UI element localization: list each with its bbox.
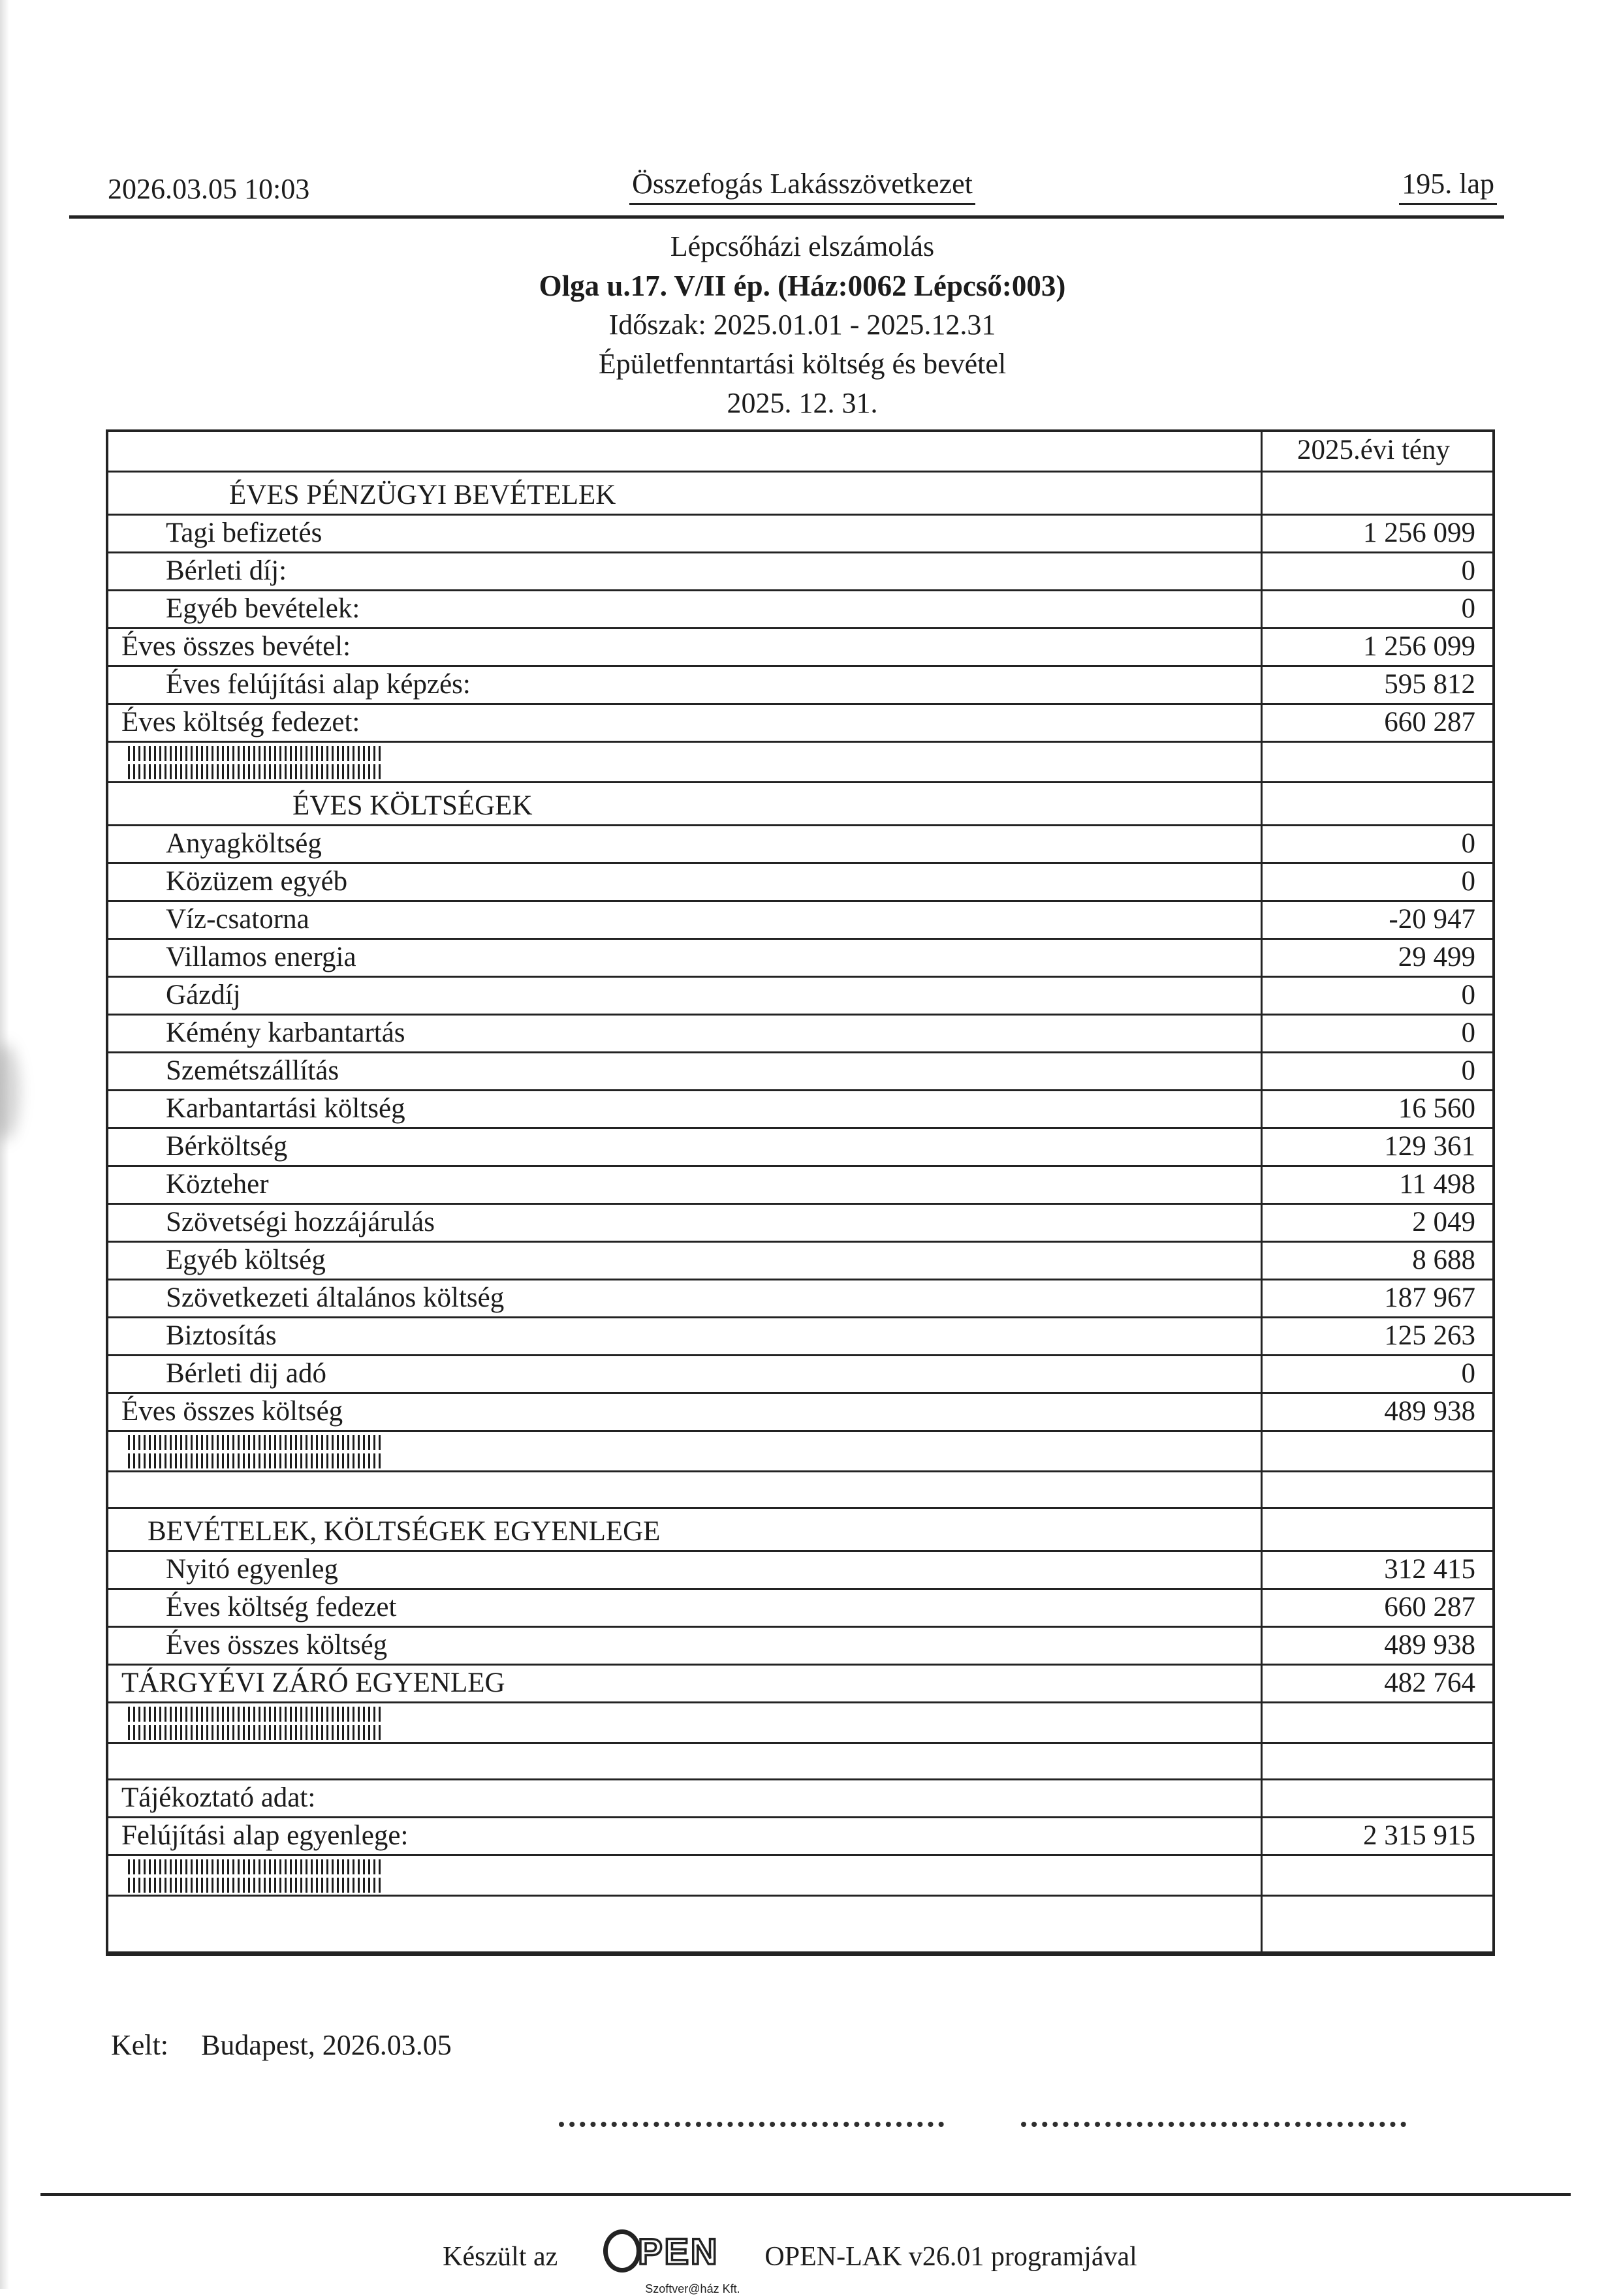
row-label: Éves költség fedezet bbox=[166, 1591, 397, 1622]
row-label-cell bbox=[108, 1897, 1263, 1951]
row-label: Éves összes költség bbox=[166, 1629, 388, 1660]
row-value: 0 bbox=[1461, 979, 1475, 1010]
row-value-cell bbox=[1263, 553, 1492, 589]
program-name: OPEN-LAK v26.01 programjával bbox=[764, 2242, 1137, 2272]
print-timestamp: 2026.03.05 10:03 bbox=[108, 173, 310, 205]
row-value: 0 bbox=[1461, 1357, 1475, 1389]
row-value-cell bbox=[1263, 1243, 1492, 1279]
row-value-cell bbox=[1263, 1432, 1492, 1470]
kelt-label: Kelt: bbox=[111, 2029, 168, 2061]
row-value: 187 967 bbox=[1384, 1282, 1475, 1313]
row-label: Egyéb bevételek: bbox=[166, 593, 360, 624]
row-label-cell bbox=[108, 1318, 1263, 1354]
row-label-cell bbox=[108, 1590, 1263, 1626]
row-label-cell bbox=[108, 667, 1263, 703]
row-value-cell bbox=[1263, 1856, 1492, 1895]
row-label-cell bbox=[108, 1744, 1263, 1778]
barcode bbox=[128, 746, 384, 779]
barcode-stripe bbox=[128, 1707, 384, 1722]
row-label: Éves összes bevétel: bbox=[121, 630, 351, 662]
row-label-cell bbox=[108, 826, 1263, 862]
table-row bbox=[108, 1318, 1492, 1356]
row-label: Éves költség fedezet: bbox=[121, 706, 360, 737]
row-value-cell bbox=[1263, 705, 1492, 741]
row-value-cell bbox=[1263, 1666, 1492, 1701]
row-value-cell bbox=[1263, 1016, 1492, 1051]
table-row bbox=[108, 1129, 1492, 1167]
row-value-cell bbox=[1263, 783, 1492, 824]
row-value: 0 bbox=[1461, 1055, 1475, 1086]
row-label-cell bbox=[108, 1167, 1263, 1203]
table-row bbox=[108, 553, 1492, 591]
barcode-stripe bbox=[128, 746, 384, 761]
row-label: Szemétszállítás bbox=[166, 1055, 339, 1086]
table-row bbox=[108, 1053, 1492, 1091]
row-value-cell bbox=[1263, 473, 1492, 514]
table-row bbox=[108, 516, 1492, 553]
row-label: ÉVES PÉNZÜGYI BEVÉTELEK bbox=[229, 479, 616, 510]
row-value: 1 256 099 bbox=[1363, 517, 1475, 548]
table-row bbox=[108, 1703, 1492, 1744]
table-row bbox=[108, 1856, 1492, 1897]
row-value-cell bbox=[1263, 1091, 1492, 1127]
row-value: 0 bbox=[1461, 865, 1475, 897]
table-row bbox=[108, 978, 1492, 1016]
row-label-cell bbox=[108, 1205, 1263, 1241]
table-row bbox=[108, 1243, 1492, 1280]
row-label-cell bbox=[108, 1016, 1263, 1051]
row-value-cell bbox=[1263, 591, 1492, 627]
row-value-cell bbox=[1263, 1590, 1492, 1626]
report-title: Lépcsőházi elszámolás bbox=[670, 230, 935, 262]
row-value-cell bbox=[1263, 1703, 1492, 1742]
row-label-cell bbox=[108, 902, 1263, 938]
barcode-stripe bbox=[128, 1859, 384, 1874]
row-label-cell bbox=[108, 1856, 1263, 1895]
row-label-cell bbox=[108, 1703, 1263, 1742]
row-value-cell bbox=[1263, 940, 1492, 976]
row-value-cell bbox=[1263, 1356, 1492, 1392]
row-value-cell bbox=[1263, 1628, 1492, 1664]
row-value: -20 947 bbox=[1389, 903, 1475, 935]
table-row bbox=[108, 1509, 1492, 1552]
row-label-cell bbox=[108, 1091, 1263, 1127]
row-label: Karbantartási költség bbox=[166, 1093, 405, 1124]
made-with-label: Készült az bbox=[443, 2242, 558, 2272]
row-label-cell bbox=[108, 864, 1263, 900]
row-value: 125 263 bbox=[1384, 1320, 1475, 1351]
barcode bbox=[128, 1859, 384, 1893]
row-label: Nyitó egyenleg bbox=[166, 1553, 338, 1585]
table-row bbox=[108, 864, 1492, 902]
table-row bbox=[108, 826, 1492, 864]
row-label-cell bbox=[108, 591, 1263, 627]
row-label: Egyéb költség bbox=[166, 1244, 326, 1275]
row-value-cell bbox=[1263, 1394, 1492, 1430]
row-value: 1 256 099 bbox=[1363, 630, 1475, 662]
row-value: 482 764 bbox=[1384, 1667, 1475, 1698]
header-rule bbox=[69, 215, 1504, 219]
table-row bbox=[108, 629, 1492, 667]
row-label-cell bbox=[108, 1552, 1263, 1588]
row-label: BEVÉTELEK, KÖLTSÉGEK EGYENLEGE bbox=[148, 1515, 661, 1547]
table-row bbox=[108, 1016, 1492, 1053]
barcode-stripe bbox=[128, 1435, 384, 1450]
table-row bbox=[108, 432, 1492, 473]
building-address: Olga u.17. V/II ép. (Ház:0062 Lépcső:003) bbox=[539, 270, 1066, 302]
dated-at-line bbox=[111, 2028, 452, 2062]
row-value: 16 560 bbox=[1398, 1093, 1475, 1124]
row-value: 0 bbox=[1461, 555, 1475, 586]
row-value: 129 361 bbox=[1384, 1130, 1475, 1162]
table-row bbox=[108, 1091, 1492, 1129]
table-row bbox=[108, 1205, 1492, 1243]
row-value-cell bbox=[1263, 1205, 1492, 1241]
row-label: Közteher bbox=[166, 1168, 269, 1200]
row-label: Szövetségi hozzájárulás bbox=[166, 1206, 435, 1237]
row-value: 489 938 bbox=[1384, 1629, 1475, 1660]
row-label: Gázdíj bbox=[166, 979, 241, 1010]
scan-smudge-artifact bbox=[0, 1043, 20, 1141]
row-label-cell bbox=[108, 783, 1263, 824]
table-row bbox=[108, 1628, 1492, 1666]
row-label-cell bbox=[108, 978, 1263, 1014]
logo-o-icon bbox=[603, 2229, 641, 2273]
footer-rule bbox=[40, 2193, 1571, 2196]
row-value: 2 049 bbox=[1412, 1206, 1475, 1237]
barcode bbox=[128, 1435, 384, 1468]
barcode-stripe bbox=[128, 1878, 384, 1893]
row-label: Biztosítás bbox=[166, 1320, 277, 1351]
open-logo bbox=[603, 2218, 740, 2296]
row-label: ÉVES KÖLTSÉGEK bbox=[292, 790, 533, 821]
table-row bbox=[108, 783, 1492, 826]
table-row bbox=[108, 1666, 1492, 1703]
row-value: 2025.évi tény bbox=[1297, 434, 1451, 465]
row-value-cell bbox=[1263, 432, 1492, 471]
row-value-cell bbox=[1263, 1129, 1492, 1165]
row-label-cell bbox=[108, 1780, 1263, 1816]
report-date: 2025. 12. 31. bbox=[727, 387, 878, 419]
row-label: Kémény karbantartás bbox=[166, 1017, 405, 1048]
row-label-cell bbox=[108, 1628, 1263, 1664]
row-value-cell bbox=[1263, 667, 1492, 703]
row-label-cell bbox=[108, 940, 1263, 976]
row-value-cell bbox=[1263, 864, 1492, 900]
table-row bbox=[108, 1818, 1492, 1856]
row-value: 660 287 bbox=[1384, 706, 1475, 737]
row-value: 660 287 bbox=[1384, 1591, 1475, 1622]
row-label-cell bbox=[108, 553, 1263, 589]
row-label: Anyagköltség bbox=[166, 828, 322, 859]
row-label: Szövetkezeti általános költség bbox=[166, 1282, 505, 1313]
table-row bbox=[108, 1590, 1492, 1628]
barcode-stripe bbox=[128, 1725, 384, 1740]
row-label-cell bbox=[108, 705, 1263, 741]
row-label: Éves felújítási alap képzés: bbox=[166, 668, 471, 700]
row-value-cell bbox=[1263, 1053, 1492, 1089]
row-label-cell bbox=[108, 1432, 1263, 1470]
row-label-cell bbox=[108, 432, 1263, 471]
report-period: Időszak: 2025.01.01 - 2025.12.31 bbox=[608, 309, 996, 341]
barcode-stripe bbox=[128, 764, 384, 779]
table-row bbox=[108, 902, 1492, 940]
row-value: 11 498 bbox=[1399, 1168, 1475, 1200]
row-value-cell bbox=[1263, 978, 1492, 1014]
table-row bbox=[108, 1744, 1492, 1780]
table-row bbox=[108, 1472, 1492, 1509]
row-label: Éves összes költség bbox=[121, 1395, 343, 1427]
row-label-cell bbox=[108, 473, 1263, 514]
row-label-cell bbox=[108, 1818, 1263, 1854]
table-row bbox=[108, 1780, 1492, 1818]
row-value: 489 938 bbox=[1384, 1395, 1475, 1427]
kelt-value: Budapest, 2026.03.05 bbox=[200, 2029, 452, 2061]
table-row bbox=[108, 705, 1492, 743]
row-label: Bérleti dij adó bbox=[166, 1357, 326, 1389]
table-row bbox=[108, 743, 1492, 783]
table-row bbox=[108, 1280, 1492, 1318]
row-label-cell bbox=[108, 1394, 1263, 1430]
signature-line bbox=[559, 2097, 944, 2127]
row-label-cell bbox=[108, 1243, 1263, 1279]
row-label: TÁRGYÉVI ZÁRÓ EGYENLEG bbox=[121, 1667, 505, 1698]
page-header bbox=[108, 168, 1497, 205]
row-label-cell bbox=[108, 629, 1263, 665]
row-value-cell bbox=[1263, 902, 1492, 938]
table-row bbox=[108, 1552, 1492, 1590]
row-value-cell bbox=[1263, 1472, 1492, 1507]
row-value: 0 bbox=[1461, 593, 1475, 624]
signature-line bbox=[1021, 2097, 1406, 2127]
table-row bbox=[108, 1356, 1492, 1394]
logo-subtitle: Szoftver@ház Kft. bbox=[645, 2282, 740, 2295]
row-label: Villamos energia bbox=[166, 941, 356, 972]
row-value: 0 bbox=[1461, 828, 1475, 859]
table-row bbox=[108, 1167, 1492, 1205]
page-number: 195. lap bbox=[1399, 168, 1497, 205]
row-label: Bérleti díj: bbox=[166, 555, 287, 586]
table-row bbox=[108, 1897, 1492, 1951]
row-value: 595 812 bbox=[1384, 668, 1475, 700]
table-row bbox=[108, 667, 1492, 705]
organization-name: Összefogás Lakásszövetkezet bbox=[629, 168, 975, 205]
row-label-cell bbox=[108, 1053, 1263, 1089]
row-label: Felújítási alap egyenlege: bbox=[121, 1820, 409, 1851]
table-row bbox=[108, 473, 1492, 516]
signature-area bbox=[559, 2097, 1406, 2127]
row-value-cell bbox=[1263, 1509, 1492, 1550]
row-value-cell bbox=[1263, 1744, 1492, 1778]
row-value-cell bbox=[1263, 1552, 1492, 1588]
row-value: 2 315 915 bbox=[1363, 1820, 1475, 1851]
row-value-cell bbox=[1263, 1167, 1492, 1203]
footer bbox=[0, 2218, 1599, 2296]
row-value-cell bbox=[1263, 1318, 1492, 1354]
row-label-cell bbox=[108, 1129, 1263, 1165]
row-value-cell bbox=[1263, 629, 1492, 665]
logo-pen-text: PEN bbox=[638, 2230, 719, 2272]
report-heading-block bbox=[108, 227, 1497, 423]
row-value-cell bbox=[1263, 1780, 1492, 1816]
row-value-cell bbox=[1263, 516, 1492, 551]
report-table bbox=[106, 429, 1495, 1956]
row-label: Bérköltség bbox=[166, 1130, 288, 1162]
row-value: 29 499 bbox=[1398, 941, 1475, 972]
row-value: 312 415 bbox=[1384, 1553, 1475, 1585]
table-row bbox=[108, 940, 1492, 978]
row-value-cell bbox=[1263, 826, 1492, 862]
row-label: Tagi befizetés bbox=[166, 517, 322, 548]
row-label-cell bbox=[108, 743, 1263, 781]
row-value: 8 688 bbox=[1412, 1244, 1475, 1275]
report-subtitle: Épületfenntartási költség és bevétel bbox=[598, 348, 1007, 380]
row-label-cell bbox=[108, 1356, 1263, 1392]
row-label-cell bbox=[108, 516, 1263, 551]
scan-edge-artifact bbox=[0, 0, 9, 2289]
row-label: Tájékoztató adat: bbox=[121, 1782, 316, 1813]
row-label-cell bbox=[108, 1280, 1263, 1316]
barcode-stripe bbox=[128, 1453, 384, 1468]
row-label-cell bbox=[108, 1472, 1263, 1507]
table-row bbox=[108, 1432, 1492, 1472]
row-label-cell bbox=[108, 1509, 1263, 1550]
barcode bbox=[128, 1707, 384, 1740]
row-label-cell bbox=[108, 1666, 1263, 1701]
row-label: Víz-csatorna bbox=[166, 903, 309, 935]
table-row bbox=[108, 591, 1492, 629]
row-value-cell bbox=[1263, 1818, 1492, 1854]
table-row bbox=[108, 1394, 1492, 1432]
row-value-cell bbox=[1263, 1280, 1492, 1316]
row-label: Közüzem egyéb bbox=[166, 865, 348, 897]
row-value-cell bbox=[1263, 1897, 1492, 1951]
row-value-cell bbox=[1263, 743, 1492, 781]
row-value: 0 bbox=[1461, 1017, 1475, 1048]
